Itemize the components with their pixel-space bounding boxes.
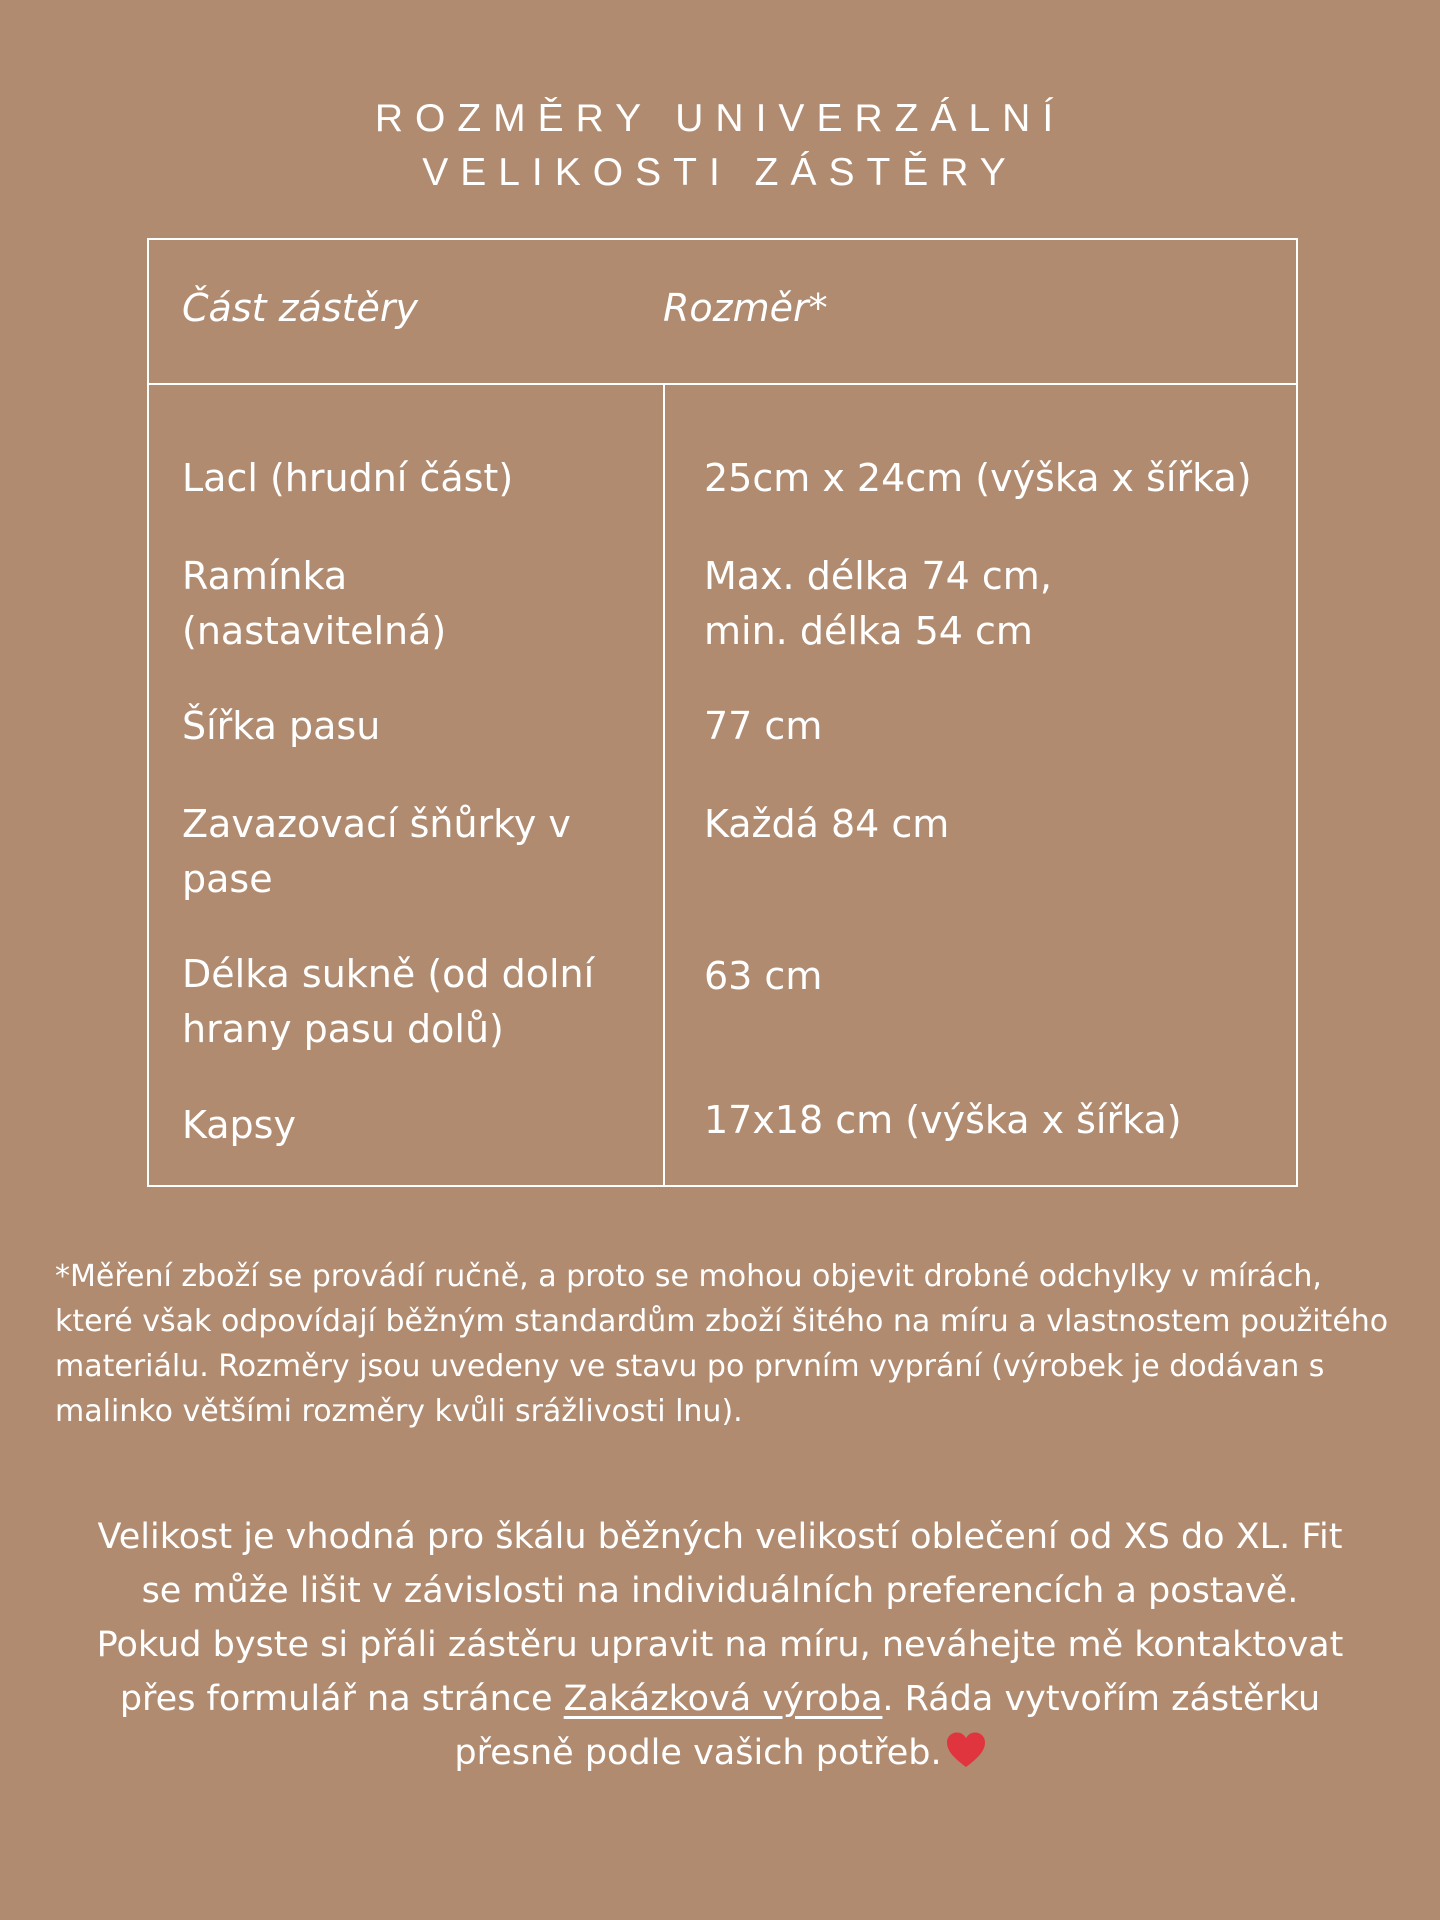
row-size-5: 63 cm xyxy=(704,954,823,998)
heart-icon xyxy=(946,1732,986,1768)
info-text-after: . Ráda vytvořím zástěrku přesně podle vašich potřeb. xyxy=(454,1679,1321,1773)
measurement-note: *Měření zboží se provádí ručně, a proto se mohou objevit drobné odchylky v mírách, které však odpovídají běžným standardům zboží šitého na míru a vlastnostem použitého materiálu. Rozměry jsou uvedeny ve stavu po prvním vyprání (výrobek je dodávan s malinko většími rozměry kvůli srážlivosti lnu). xyxy=(55,1259,1389,1429)
row-part-2: Ramínka (nastavitelná) xyxy=(182,554,447,653)
size-info-paragraph xyxy=(90,1510,1350,1780)
page-title xyxy=(0,92,1440,200)
title-line-2: VELIKOSTI ZÁSTĚRY xyxy=(422,151,1018,194)
info-text-before: Velikost je vhodná pro škálu běžných velikostí oblečení od XS do XL. Fit se může lišit v závislosti na individuálních preferencích a postavě. Pokud byste si přáli zástěru upravit na míru, neváhejte mě kontaktovat přes formulář na stránce xyxy=(96,1517,1344,1719)
header-divider xyxy=(149,383,1296,385)
custom-order-link[interactable]: Zakázková výroba xyxy=(563,1679,883,1719)
row-part-5: Délka sukně (od dolní hrany pasu dolů) xyxy=(182,952,595,1051)
row-size-2: Max. délka 74 cm, min. délka 54 cm xyxy=(704,554,1052,653)
row-part-6: Kapsy xyxy=(182,1103,296,1147)
column-divider xyxy=(663,383,665,1185)
title-line-1: ROZMĚRY UNIVERZÁLNÍ xyxy=(374,97,1066,140)
header-size: Rozměr* xyxy=(663,286,828,330)
row-size-3: 77 cm xyxy=(704,704,823,748)
row-size-6: 17x18 cm (výška x šířka) xyxy=(704,1098,1182,1142)
header-part: Část zástěry xyxy=(182,286,419,330)
row-size-1: 25cm x 24cm (výška x šířka) xyxy=(704,456,1252,500)
size-table xyxy=(147,238,1298,1187)
row-size-4: Každá 84 cm xyxy=(704,802,950,846)
row-part-1: Lacl (hrudní část) xyxy=(182,456,514,500)
row-part-4: Zavazovací šňůrky v pase xyxy=(182,802,571,901)
row-part-3: Šířka pasu xyxy=(182,704,381,748)
